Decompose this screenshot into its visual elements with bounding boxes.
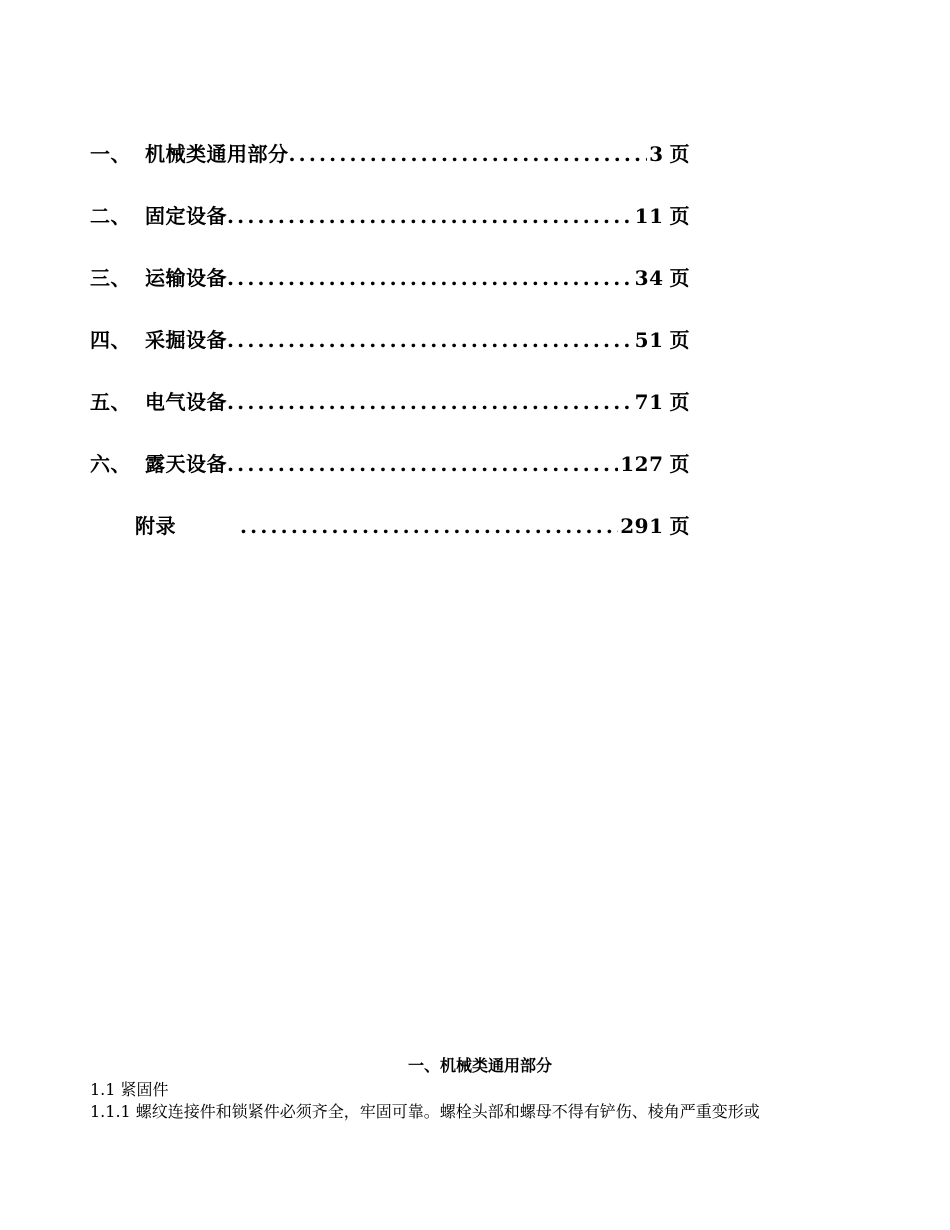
toc-entry-title: 运输设备: [145, 266, 227, 290]
toc-entry-page-unit: 页: [669, 390, 690, 414]
toc-entry-page: 3: [649, 142, 664, 166]
toc-entry-title: 采掘设备: [145, 328, 227, 352]
toc-entry-6[interactable]: [90, 448, 690, 510]
toc-entry-page: 51: [634, 328, 664, 352]
toc-entry-number: 四、: [90, 328, 131, 352]
toc-entry-number: 五、: [90, 390, 131, 414]
toc-entry-number: 二、: [90, 204, 131, 228]
toc-entry-page-unit: 页: [669, 328, 690, 352]
toc-dot-leader: [289, 142, 648, 166]
toc-entry-1[interactable]: [90, 138, 690, 200]
toc-dot-leader: [240, 514, 618, 538]
toc-entry-5[interactable]: [90, 386, 690, 448]
toc-entry-page-unit: 页: [669, 204, 690, 228]
toc-entry-title: 露天设备: [145, 452, 227, 476]
toc-dot-leader: [227, 266, 633, 290]
subsection-heading: 1.1 紧固件: [90, 1080, 169, 1099]
section-heading: 一、机械类通用部分: [407, 1056, 552, 1075]
toc-entry-4[interactable]: [90, 324, 690, 386]
toc-entry-number: 一、: [90, 142, 131, 166]
toc-entry-page-unit: 页: [669, 142, 690, 166]
toc-entry-number: 六、: [90, 452, 131, 476]
toc-entry-title: 固定设备: [145, 204, 227, 228]
section-body: [90, 1055, 870, 1123]
clause-text: 1.1.1 螺纹连接件和锁紧件必须齐全，牢固可靠。螺栓头部和螺母不得有铲伤、棱角严重变形或: [90, 1102, 760, 1121]
toc-entry-page-unit: 页: [669, 452, 690, 476]
toc-entry-3[interactable]: [90, 262, 690, 324]
toc-entry-page: 11: [634, 204, 664, 228]
toc-entry-page-unit: 页: [669, 514, 690, 538]
toc-entry-title: 电气设备: [145, 390, 227, 414]
toc-dot-leader: [227, 452, 618, 476]
toc-entry-page: 291: [620, 514, 664, 538]
toc-entry-title: 附录: [135, 514, 176, 538]
toc-entry-page: 34: [634, 266, 664, 290]
table-of-contents: [90, 138, 690, 572]
toc-dot-leader: [227, 204, 633, 228]
toc-entry-2[interactable]: [90, 200, 690, 262]
toc-entry-number: 三、: [90, 266, 131, 290]
toc-entry-appendix[interactable]: [90, 510, 690, 572]
toc-entry-page-unit: 页: [669, 266, 690, 290]
toc-dot-leader: [227, 328, 633, 352]
toc-entry-page: 127: [620, 452, 664, 476]
toc-entry-page: 71: [634, 390, 664, 414]
toc-entry-title: 机械类通用部分: [145, 142, 289, 166]
toc-dot-leader: [227, 390, 633, 414]
